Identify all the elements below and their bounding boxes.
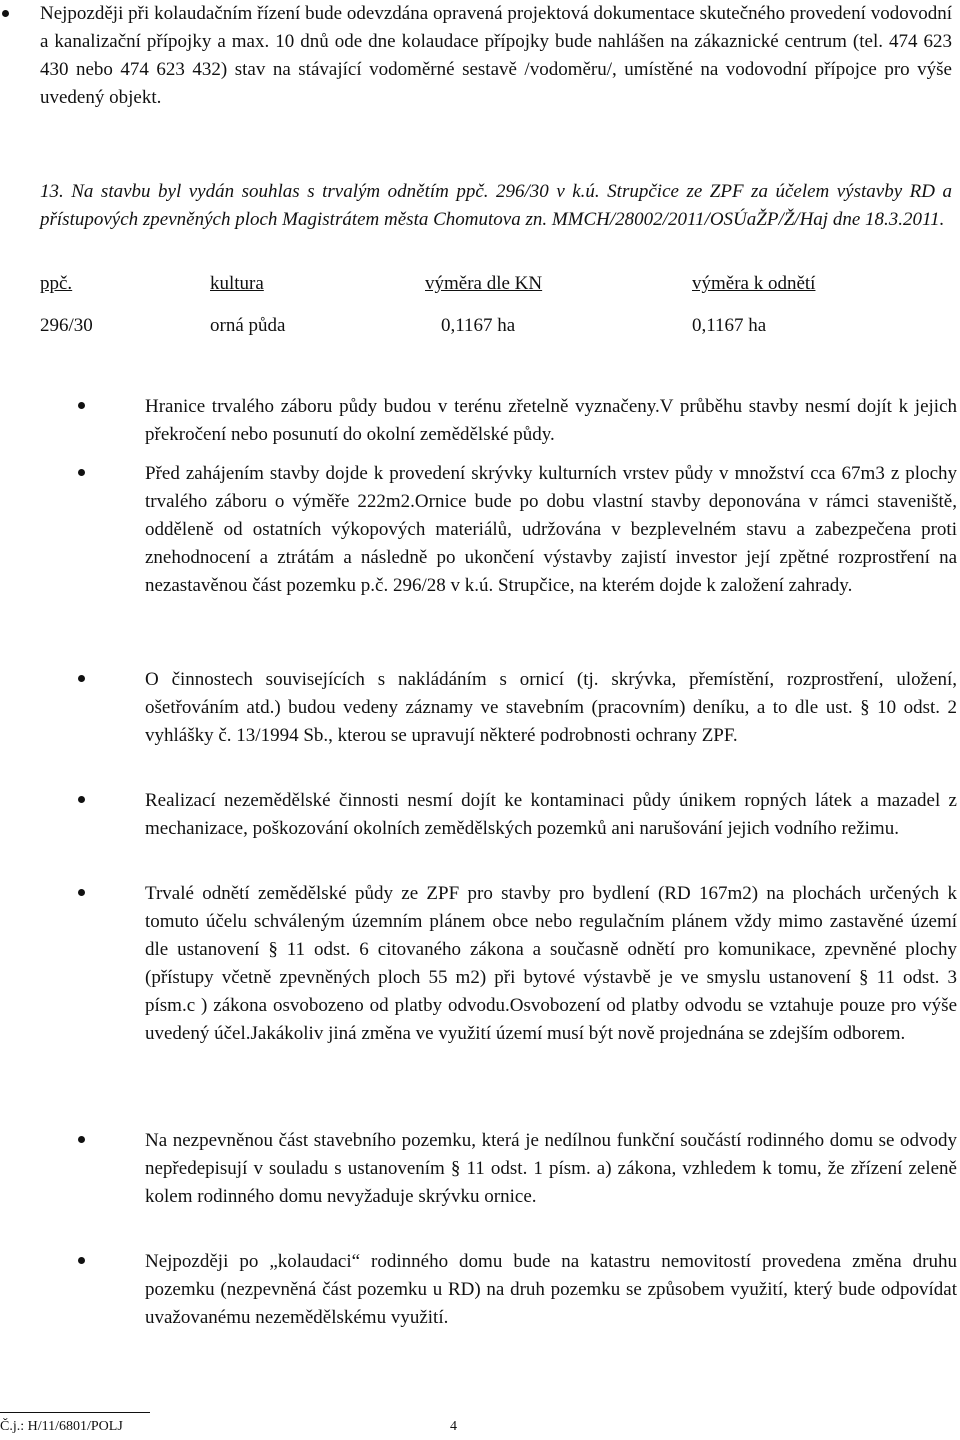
- table-cell-ppc: 296/30: [40, 315, 93, 336]
- bullet-dot: [78, 1136, 85, 1143]
- section-13: [40, 178, 952, 234]
- list-item: [40, 0, 952, 112]
- footer-divider: [0, 1412, 150, 1413]
- document-reference: Č.j.: H/11/6801/POLJ: [0, 1419, 123, 1434]
- paragraph: O činnostech souvisejících s nakládáním s ornicí (tj. skrývka, přemístění, rozprostření, uložení, ošetřováním atd.) budou vedeny záznamy ve stavebním (pracovním) deníku, a to dle ust. § 10 odst. 2 vyhlášky č. 13/1994 Sb., kterou se upravují některé podrobnosti ochrany ZPF.: [145, 669, 957, 746]
- table-header-ppc: ppč.: [40, 273, 73, 294]
- bullet-dot: [78, 402, 85, 409]
- bullet-dot: [78, 796, 85, 803]
- paragraph: Na nezpevněnou část stavebního pozemku, která je nedílnou funkční součástí rodinného domu se odvody nepředepisují v souladu s ustanovením § 11 odst. 1 písm. a) zákona, vzhledem k tomu, že zřízení zeleně kolem rodinného domu nevyžaduje skrývku ornice.: [145, 1130, 957, 1207]
- bullet-dot: [78, 1257, 85, 1264]
- paragraph: Trvalé odnětí zemědělské půdy ze ZPF pro stavby pro bydlení (RD 167m2) na plochách určených k tomuto účelu schváleným územním plánem obce nebo regulačním plánem vždy mimo zastavěné území dle ustanovení § 11 odst. 6 citovaného zákona a současně odnětí pro komunikace, zpevněné plochy (přístupy včetně zpevněných ploch 55 m2) při bytové výstavbě je ve smyslu ustanovení § 11 odst. 3 písm.c ) zákona osvobozeno od platby odvodu.Osvobození od platby odvodu se vztahuje pouze pro výše uvedený účel.Jakákoliv jiná změna ve využití území musí být nově projednána se zdejším odborem.: [145, 883, 957, 1044]
- paragraph: Realizací nezemědělské činnosti nesmí dojít ke kontaminaci půdy únikem ropných látek a mazadel z mechanizace, poškozování okolních zemědělských pozemků ani narušování jejich vodního režimu.: [145, 790, 957, 839]
- paragraph: 13. Na stavbu byl vydán souhlas s trvalým odnětím ppč. 296/30 v k.ú. Strupčice ze ZPF za účelem výstavby RD a přístupových zpevněných ploch Magistrátem města Chomutova zn. MMCH/28002/2011/OSÚaŽP/Ž/Haj dne 18.3.2011.: [40, 181, 952, 230]
- table-cell-kultura: orná půda: [210, 315, 286, 336]
- bullet-dot: [78, 675, 85, 682]
- page-number: 4: [450, 1419, 457, 1434]
- table-cell-vymera-kn: 0,1167 ha: [441, 315, 516, 336]
- paragraph: Nejpozději po „kolaudaci“ rodinného domu bude na katastru nemovitostí provedena změna druhu pozemku (nezpevněná část pozemku u RD) na druh pozemku se způsobem využití, který bude odpovídat uvažovanému nezemědělskému využití.: [145, 1251, 957, 1328]
- table-header-kultura: kultura: [210, 273, 264, 294]
- paragraph: Před zahájením stavby dojde k provedení skrývky kulturních vrstev půdy v množství cca 67m3 z plochy trvalého záboru o výměře 222m2.Ornice bude po dobu vlastní stavby deponována v rámci staveniště, odděleně od ostatních výkopových materiálů, udržována v bezplevelném stavu a zabezpečena proti znehodnocení a ztrátám a následně po ukončení výstavby zajistí investor její zpětné rozprostření na nezastavěnou část pozemku p.č. 296/28 v k.ú. Strupčice, na kterém dojde k založení zahrady.: [145, 463, 957, 596]
- table-cell-vymera-odneti: 0,1167 ha: [692, 315, 767, 336]
- bullet-dot: [2, 10, 9, 17]
- bullet-dot: [78, 469, 85, 476]
- paragraph: Nejpozději při kolaudačním řízení bude odevzdána opravená projektová dokumentace skutečného provedení vodovodní a kanalizační přípojky a max. 10 dnů ode dne kolaudace přípojky bude nahlášen na zákaznické centrum (tel. 474 623 430 nebo 474 623 432) stav na stávající vodoměrné sestavě /vodoměru/, umístěné na vodovodní přípojce pro výše uvedený objekt.: [40, 3, 952, 108]
- table-header-vymera-odneti: výměra k odnětí: [692, 273, 816, 294]
- bullet-dot: [78, 889, 85, 896]
- table-header-vymera-kn: výměra dle KN: [425, 273, 543, 294]
- paragraph: Hranice trvalého záboru půdy budou v terénu zřetelně vyznačeny.V průběhu stavby nesmí dojít k jejich překročení nebo posunutí do okolní zemědělské půdy.: [145, 396, 957, 445]
